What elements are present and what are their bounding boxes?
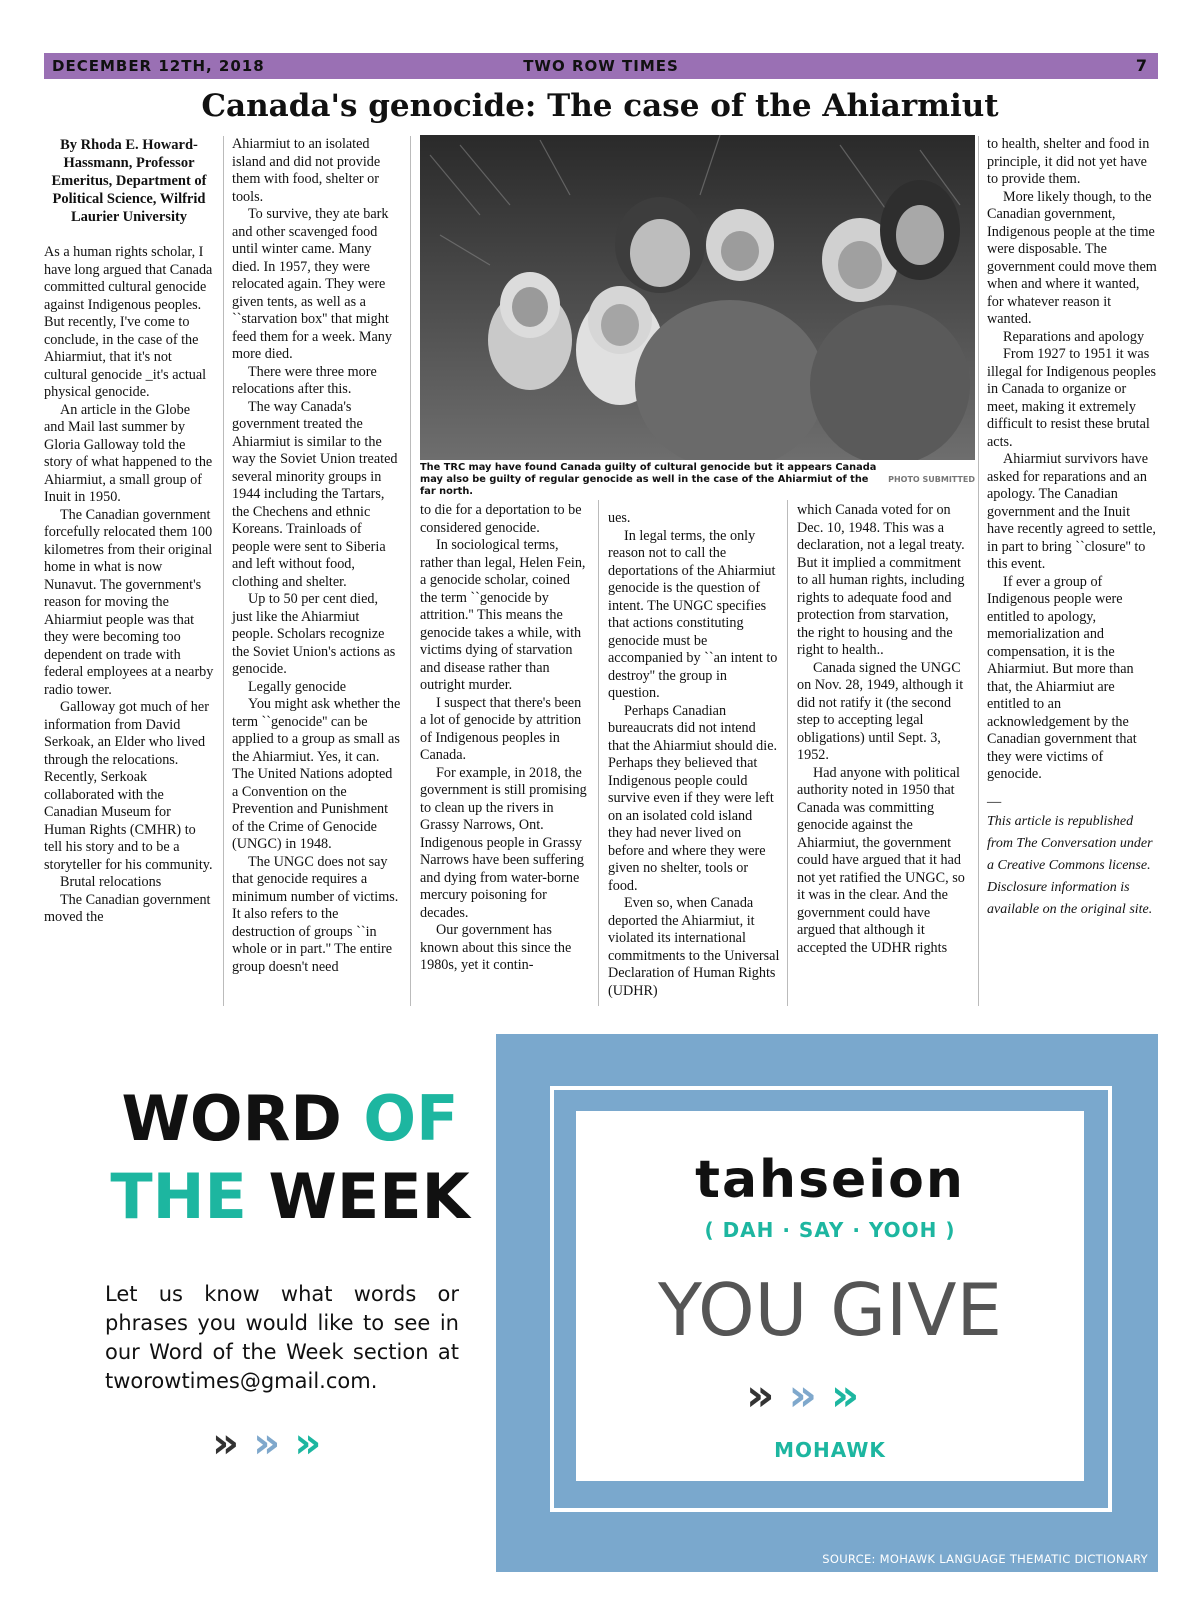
paragraph: Up to 50 per cent died, just like the Ahiarmiut people. Scholars recognize the Soviet Union's actions as genocide. [232,591,396,677]
paragraph: to health, shelter and food in principle, it did not yet have to provide them. [987,136,1150,187]
paragraph: If ever a group of Indigenous people were entitled to apology, memorialization and compensation, it is the Ahiarmiut. But more than that, the Ahiarmiut are entitled to an acknowledgement by the Canadian government that they were victims of genocide. [987,573,1137,782]
paragraph: I suspect that there's been a lot of genocide by attrition of Indigenous peoples in Canada. [420,694,582,763]
paragraph: In legal terms, the only reason not to call the deportations of the Ahiarmiut genocide is the question of intent. The UNGC specifies that actions constituting genocide must be accompanied by ``an intent to destroy'' the group in question. [608,527,778,701]
paragraph: The way Canada's government treated the Ahiarmiut is similar to the way the Soviet Union treated several minority groups in 1944 including the Tartars, the Chechens and ethnic Koreans. Trainloads of people were sent to Siberia and left without food, clothing and shelter. [232,398,398,590]
paragraph: Canada signed the UNGC on Nov. 28, 1949, although it did not ratify it (the second step to accepting legal obligations) until Sept. 3, 1952. [797,659,964,763]
paragraph: Ahiarmiut to an isolated island and did not provide them with food, shelter or tools. [232,136,381,205]
subheading: Brutal relocations [60,874,162,890]
photo-credit: PHOTO SUBMITTED [888,475,975,484]
byline: By Rhoda E. Howard-Hassmann, Professor Emeritus, Department of Political Science, Wilfrid Laurier University [51,137,207,225]
paragraph: You might ask whether the term ``genocide'' can be applied to a group as small as the Ahiarmiut. Yes, it can. The United Nations adopted a Convention on the Prevention and Punishment of the Crime of Genocide (UNGC) in 1948. [232,696,401,852]
photo-caption [420,462,975,498]
issue-date: DECEMBER 12TH, 2018 [52,57,265,75]
article-column-2 [232,136,402,976]
article-photo [420,135,975,460]
paragraph: ues. [608,510,631,526]
column-rule [978,136,979,1006]
column-rule [410,136,411,1006]
paragraph: To survive, they ate bark and other scavenged food until winter came. Many died. In 1957, they were relocated again. They were given tents, as well as a ``starvation box'' that might feed them for a week. Many more died. [232,206,392,362]
chevron-right-icon: » [830,1370,860,1421]
caption-text: The TRC may have found Canada guilty of cultural genocide but it appears Canada may also be guilty of regular genocide as well in the case of the Ahiarmiut of the far north. [420,462,877,497]
subheading: Reparations and apology [1003,328,1145,345]
chevron-row-left [212,1418,321,1467]
paragraph: The UNGC does not say that genocide requires a minimum number of victims. It also refers to the destruction of groups ``in whole or in part.'' The entire group doesn't need [232,853,399,975]
paragraph: which Canada voted for on Dec. 10, 1948. This was a declaration, not a legal treaty. But it implied a commitment to all human rights, including rights to adequate food and protection from starvation, the right to housing and the right to health.. [797,502,965,658]
newspaper-name: TWO ROW TIMES [523,57,679,75]
mohawk-word: tahseion [695,1150,965,1210]
paragraph: For example, in 2018, the government is still promising to clean up the rivers in Grassy Narrows, Ont. Indigenous people in Grassy Narrows have been suffering and dying from water-borne mercury poisoning for decades. [420,764,587,921]
chevron-right-icon: » [212,1418,240,1467]
article-column-3 [420,502,590,975]
title-week: WEEK [268,1160,470,1233]
chevron-right-icon: » [253,1418,281,1467]
chevron-right-icon: » [788,1370,817,1421]
title-of: OF [363,1082,459,1155]
column-rule [787,500,788,1006]
article-headline: Canada's genocide: The case of the Ahiarmiut [201,88,999,124]
chevron-right-icon: » [294,1418,322,1467]
paragraph: More likely though, to the Canadian government, Indigenous people at the time were disposable. The government could move them when and where it wanted, for whatever reason it wanted. [987,188,1157,327]
paragraph: The Canadian government moved the [44,891,211,925]
column-rule [223,136,224,1006]
page-header-bar [44,53,1158,79]
column-rule [598,500,599,1006]
paragraph: From 1927 to 1951 it was illegal for Indigenous peoples in Canada to organize or meet, making it extremely difficult to resist these brutal acts. [987,346,1157,450]
article-column-6 [987,136,1159,921]
paragraph: There were three more relocations after this. [232,363,377,397]
pronunciation: ( DAH · SAY · YOOH ) [704,1218,956,1242]
title-the: THE [110,1160,247,1233]
paragraph: Had anyone with political authority noted in 1950 that Canada was committing genocide against the Ahiarmiut, the government could have argued that it had not yet ratified the UNGC, so it was in the clear. And the government could have argued that although it accepted the UDHR rights [797,764,965,956]
paragraph: Galloway got much of her information from David Serkoak, an Elder who lived through the relocations. Recently, Serkoak collaborated with the Canadian Museum for Human Rights (CMHR) to tell his story and to be a storyteller for his community. [44,699,213,873]
chevron-row-card [746,1370,859,1421]
subheading: Legally genocide [248,678,347,695]
paragraph: Ahiarmiut survivors have asked for reparations and an apology. The Canadian government and the Inuit have recently agreed to settle, in part to bring ``closure'' to this event. [987,451,1156,572]
republish-note: This article is republished from The Conversation under a Creative Commons license. Disclosure information is available on the original site. [987,814,1153,917]
paragraph: to die for a deportation to be considered genocide. [420,502,582,536]
paragraph: An article in the Globe and Mail last summer by Gloria Galloway told the story of what happened to the Ahiarmiut, a small group of Inuit in 1950. [44,401,213,505]
source-note: SOURCE: MOHAWK LANGUAGE THEMATIC DICTIONARY [822,1552,1148,1566]
word-meaning: YOU GIVE [657,1268,1003,1352]
end-dash: — [987,793,1002,810]
chevron-right-icon: » [746,1370,775,1421]
paragraph: In sociological terms, rather than legal, Helen Fein, a genocide scholar, coined the term ``genocide by attrition.'' This means the genocide takes a while, with victims dying of starvation and disease rather than outright murder. [420,537,586,693]
photo-illustration [420,135,975,460]
page-number: 7 [1135,56,1148,75]
title-word: WORD [121,1082,342,1155]
article-column-4 [608,510,780,1000]
article-column-1 [44,136,214,927]
paragraph: Even so, when Canada deported the Ahiarmiut, it violated its international commitments to the Universal Declaration of Human Rights (UDHR) [608,895,780,999]
language-label: MOHAWK [774,1438,886,1462]
paragraph: As a human rights scholar, I have long argued that Canada committed cultural genocide against Indigenous peoples. But recently, I've come to conclude, in the case of the Ahiarmiut, that it's not cultural genocide _it's actual physical genocide. [44,244,213,400]
paragraph: Perhaps Canadian bureaucrats did not intend that the Ahiarmiut should die. Perhaps they believed that Indigenous people could survive even if they were left on an isolated cold island they had never lived on before and where they were given no shelter, tools or food. [608,702,778,894]
word-of-the-week-title [60,1080,520,1236]
article-column-5 [797,502,969,957]
word-of-week-promo: Let us know what words or phrases you would like to see in our Word of the Week section at tworowtimes@gmail.com. [105,1282,459,1393]
paragraph: The Canadian government forcefully relocated them 100 kilometres from their original home in what is now Nunavut. The government's reason for moving the Ahiarmiut people was that they were becoming too dependent on trade with federal employees at a nearby radio tower. [44,506,214,698]
paragraph: Our government has known about this since the 1980s, yet it contin- [420,922,572,973]
